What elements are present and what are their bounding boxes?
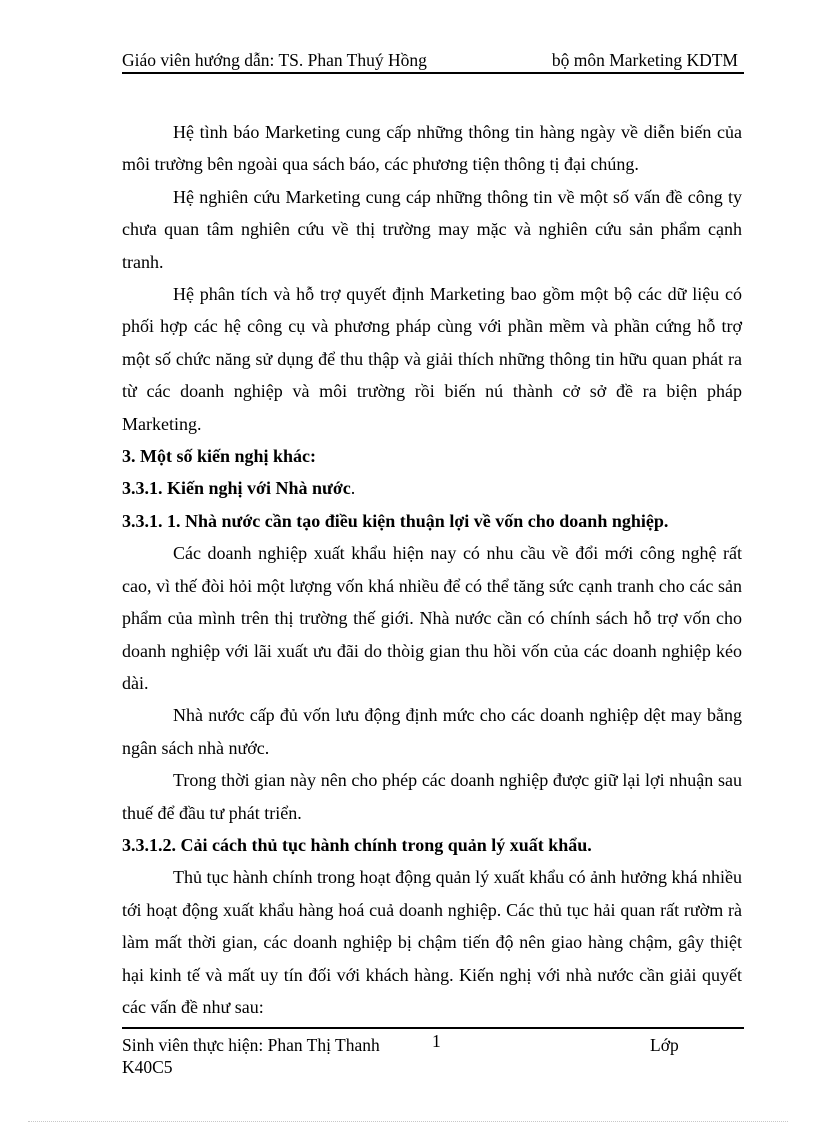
paragraph-capital-need: Các doanh nghiệp xuất khẩu hiện nay có nhu cầu về đổi mới công nghệ rất cao, vì thế đòi hỏi một lượng vốn khá nhiều để có thể tăng sức cạnh tranh cho các sản phẩm của mình trên thị trường thế giới. Nhà nước cần có chính sách hỗ trợ vốn cho doanh nghiệp với lãi xuất ưu đãi do thòig gian thu hồi vốn của các doanh nghiệp kéo dài. xyxy=(122,543,742,693)
page-number: 1 xyxy=(432,1031,441,1051)
section-heading-3-3-1-period: . xyxy=(350,478,356,499)
section-heading-3-3-1-text: 3.3.1. Kiến nghị với Nhà nước xyxy=(122,478,351,499)
paragraph-retained-profit: Trong thời gian này nên cho phép các doanh nghiệp được giữ lại lợi nhuận sau thuế để đầu tư phát triển. xyxy=(122,770,742,823)
paragraph-research-system: Hệ nghiên cứu Marketing cung cáp những thông tin về một số vấn đề công ty chưa quan tâm nghiên cứu về thị trường may mặc và nghiên cứu sản phẩm cạnh tranh. xyxy=(122,186,742,272)
footer-class-code: K40C5 xyxy=(122,1057,173,1077)
paragraph-admin-procedures: Thủ tục hành chính trong hoạt động quản lý xuất khẩu có ảnh hưởng khá nhiều tới hoạt động xuất khẩu hàng hoá cuả doanh nghiệp. Các thủ tục hải quan rất rườm rà làm mất thời gian, các doanh nghiệp bị chậm tiến độ nên giao hàng chậm, gây thiệt hại kinh tế và mất uy tín đối với khách hàng. Kiến nghị với nhà nước cần giải quyết các vấn đề như sau: xyxy=(122,867,742,1017)
header-instructor: Giáo viên hướng dẫn: TS. Phan Thuý Hồng xyxy=(122,50,427,70)
section-heading-3-3-1 xyxy=(122,472,742,504)
page-bottom-border xyxy=(28,1121,788,1122)
footer-divider xyxy=(122,1027,744,1029)
paragraph-analysis-system: Hệ phân tích và hỗ trợ quyết định Marketing bao gồm một bộ các dữ liệu có phối hợp các hệ công cụ và phương pháp cùng với phần mềm và phần cứng hỗ trợ một số chức năng sử dụng để thu thập và giải thích những thông tin hữu quan phát ra từ các doanh nghiệp và môi trường rồi biến nú thành cở sở đề ra biện pháp Marketing. xyxy=(122,284,742,434)
section-heading-3-3-1-1: 3.3.1. 1. Nhà nước cần tạo điều kiện thuận lợi về vốn cho doanh nghiệp. xyxy=(122,510,669,531)
header-department: bộ môn Marketing KDTM xyxy=(551,50,738,70)
footer-class-label: Lớp xyxy=(650,1035,679,1055)
paragraph-intelligence-system: Hệ tình báo Marketing cung cấp những thông tin hàng ngày về diễn biến của môi trường bên ngoài qua sách báo, các phương tiện thông tị đại chúng. xyxy=(122,122,742,175)
page-header xyxy=(122,48,744,74)
paragraph-working-capital: Nhà nước cấp đủ vốn lưu động định mức cho các doanh nghiệp dệt may bằng ngân sách nhà nước. xyxy=(122,705,742,758)
footer-student: Sinh viên thực hiện: Phan Thị Thanh xyxy=(122,1035,380,1055)
section-heading-3: 3. Một số kiến nghị khác: xyxy=(122,446,317,467)
section-heading-3-3-1-2: 3.3.1.2. Cải cách thủ tục hành chính trong quản lý xuất khẩu. xyxy=(122,834,592,855)
document-body xyxy=(122,116,742,1023)
